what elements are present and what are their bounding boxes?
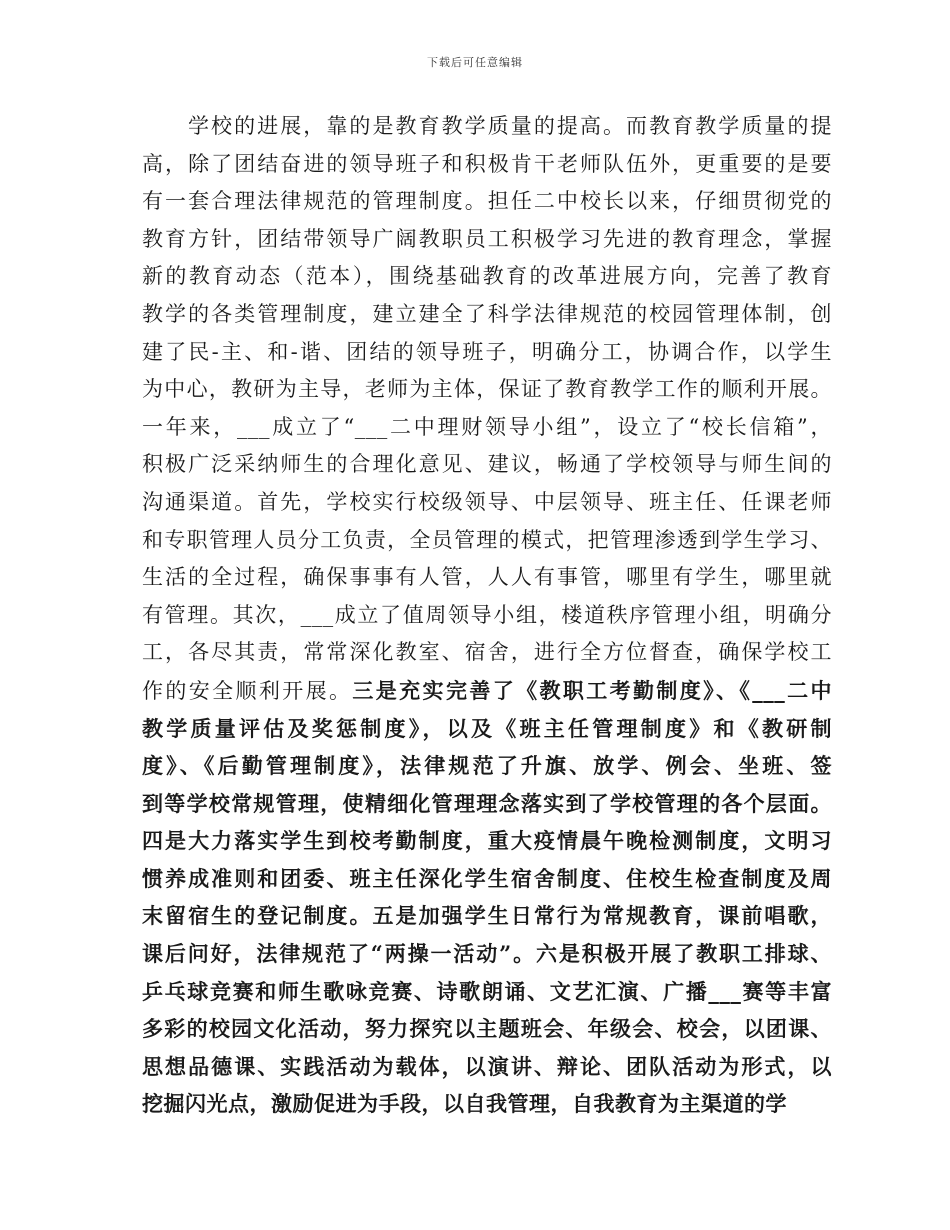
text-segment: 教学的各类管理制度，建立建全了科学法律规范的校园管理体制，创: [142, 301, 832, 326]
text-line: [142, 296, 832, 334]
text-line: [142, 710, 832, 748]
text-line: [142, 634, 832, 672]
text-segment: 有一套合理法律规范的管理制度。担任二中校长以来，仔细贯彻党的: [142, 189, 832, 214]
text-line: [142, 183, 832, 221]
bold-text-segment: 乒乓球竞赛和师生歌咏竞赛、诗歌朗诵、文艺汇演、广播___赛等丰富: [142, 978, 832, 1004]
text-line: [142, 1048, 832, 1086]
text-line: [142, 559, 832, 597]
text-line: [142, 935, 832, 973]
text-segment: 沟通渠道。首先，学校实行校级领导、中层领导、班主任、任课老师: [142, 489, 832, 514]
text-line: [142, 822, 832, 860]
text-line: [142, 860, 832, 898]
text-segment: 教育方针，团结带领导广阔教职员工积极学习先进的教育理念，掌握: [142, 226, 832, 251]
text-segment: 和专职管理人员分工负责，全员管理的模式，把管理渗透到学生学习、: [142, 527, 832, 552]
text-line: [142, 446, 832, 484]
text-line: [142, 258, 832, 296]
text-line: [142, 1010, 832, 1048]
text-segment: 学校的进展，靠的是教育教学质量的提高。而教育教学质量的提: [188, 114, 832, 138]
text-line: [142, 973, 832, 1011]
text-segment: 生活的全过程，确保事事有人管，人人有事管，哪里有学生，哪里就: [142, 565, 832, 590]
text-line: [142, 785, 832, 823]
bold-text-segment: 四是大力落实学生到校考勤制度，重大疫情晨午晚检测制度，文明习: [142, 828, 832, 854]
bold-text-segment: 度》、《后勤管理制度》，法律规范了升旗、放学、例会、坐班、签: [142, 753, 832, 779]
text-line: [142, 221, 832, 259]
bold-text-segment: 教学质量评估及奖惩制度》，以及《班主任管理制度》和《教研制: [142, 715, 832, 741]
bold-text-segment: 到等学校常规管理，使精细化管理理念落实到了学校管理的各个层面。: [142, 790, 832, 816]
text-line: [142, 108, 832, 146]
text-line: [142, 409, 832, 447]
bold-text-segment: 惯养成准则和团委、班主任深化学生宿舍制度、住校生检查制度及周: [142, 865, 832, 891]
bold-text-segment: 末留宿生的登记制度。五是加强学生日常行为常规教育，课前唱歌，: [142, 903, 832, 929]
text-segment: 有管理。其次，___成立了值周领导小组，楼道秩序管理小组，明确分: [142, 602, 832, 627]
text-segment: 积极广泛采纳师生的合理化意见、建议，畅通了学校领导与师生间的: [142, 452, 832, 477]
text-line: [142, 672, 832, 710]
bold-text-segment: 课后问好，法律规范了“两操一活动”。六是积极开展了教职工排球、: [142, 941, 832, 967]
text-line: [142, 747, 832, 785]
text-segment: 建了民-主、和-谐、团结的领导班子，明确分工，协调合作，以学生: [142, 339, 832, 364]
text-line: [142, 597, 832, 635]
text-segment: 为中心，教研为主导，老师为主体，保证了教育教学工作的顺利开展。: [142, 377, 832, 402]
text-segment: 高，除了团结奋进的领导班子和积极肯干老师队伍外，更重要的是要: [142, 151, 832, 176]
text-line: [142, 371, 832, 409]
text-segment: 一年来，___成立了“___二中理财领导小组”，设立了“校长信箱”，: [142, 414, 832, 439]
text-line: [142, 484, 832, 522]
bold-text-segment: 多彩的校园文化活动，努力探究以主题班会、年级会、校会，以团课、: [142, 1016, 832, 1042]
text-line: [142, 897, 832, 935]
page-header: 下载后可任意编辑: [427, 56, 523, 69]
document-body: [142, 108, 832, 1123]
text-line: [142, 334, 832, 372]
text-segment: 工，各尽其责，常常深化教室、宿舍，进行全方位督查，确保学校工: [142, 640, 832, 665]
text-segment: 作的安全顺利开展。: [142, 678, 353, 703]
bold-text-segment: 三是充实完善了《教职工考勤制度》、《___二中: [352, 677, 833, 703]
bold-text-segment: 思想品德课、实践活动为载体，以演讲、辩论、团队活动为形式，以: [142, 1053, 832, 1079]
text-line: [142, 522, 832, 560]
text-line: [142, 1085, 832, 1123]
text-segment: 新的教育动态（范本），围绕基础教育的改革进展方向，完善了教育: [142, 264, 832, 289]
text-line: [142, 146, 832, 184]
bold-text-segment: 挖掘闪光点，激励促进为手段，以自我管理，自我教育为主渠道的学: [142, 1091, 787, 1117]
